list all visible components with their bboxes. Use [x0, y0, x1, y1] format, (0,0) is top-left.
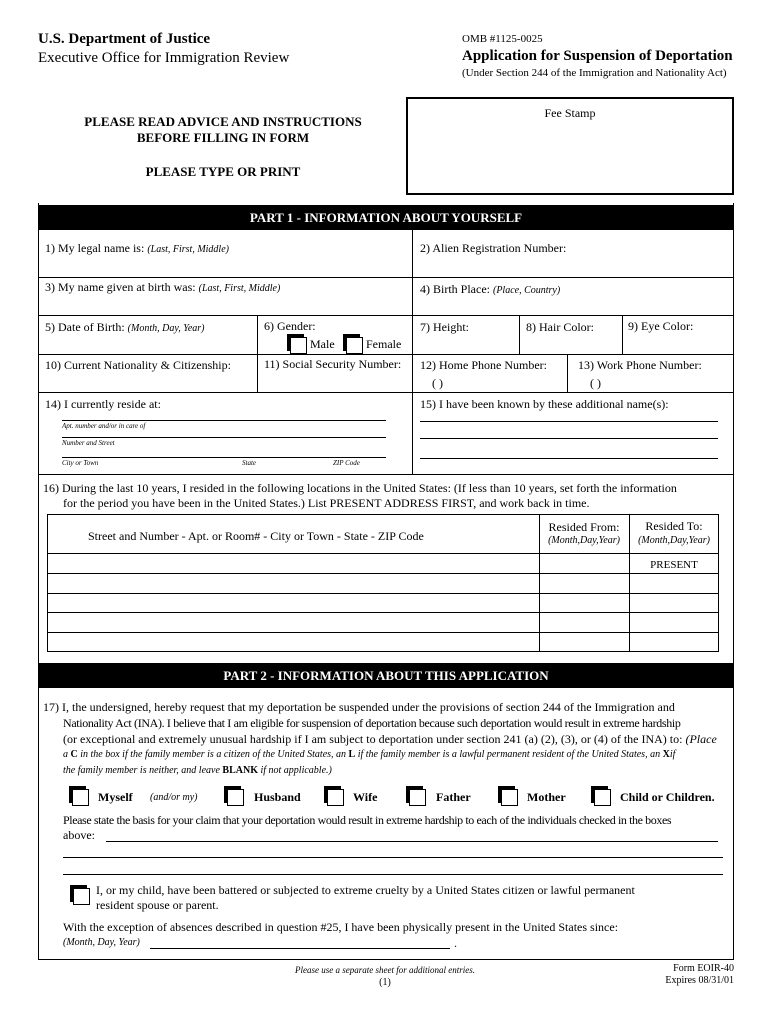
q17-line-4	[63, 749, 675, 760]
height-field[interactable]: 7) Height:	[420, 320, 469, 334]
other-name-line[interactable]	[420, 458, 718, 459]
department-name: U.S. Department of Justice	[38, 31, 211, 47]
basis-answer-line[interactable]	[63, 874, 723, 875]
nationality-field[interactable]: 10) Current Nationality & Citizenship:	[45, 358, 231, 372]
battered-checkbox[interactable]	[73, 888, 90, 905]
row-line	[38, 277, 734, 278]
q16-line-1: 16) During the last 10 years, I resided in the following locations in the United States: (If less than 10 years, set forth the information	[43, 481, 677, 495]
table-address-header: Street and Number - Apt. or Room# - City or Town - State - ZIP Code	[88, 529, 424, 543]
city-caption: City or Town	[62, 459, 99, 467]
street-line[interactable]	[62, 437, 386, 438]
father-checkbox[interactable]	[409, 789, 426, 806]
resided-to-hint: (Month,Day,Year)	[638, 535, 710, 546]
mother-label: Mother	[527, 790, 566, 804]
form-expiration: Expires 08/31/01	[665, 975, 734, 986]
present-cell: PRESENT	[650, 559, 698, 571]
presence-period: .	[454, 936, 457, 950]
ssn-field[interactable]: 11) Social Security Number:	[264, 357, 402, 371]
q4-hint: (Place, Country)	[492, 285, 561, 296]
presence-statement: With the exception of absences described in question #25, I have been physically present in the United States since:	[63, 920, 619, 934]
q5-label: 5) Date of Birth:	[45, 320, 125, 334]
child-checkbox[interactable]	[594, 789, 611, 806]
city-line[interactable]	[62, 457, 386, 458]
row-line	[38, 315, 734, 316]
q5-hint: (Month, Day, Year)	[127, 323, 205, 334]
form-subtitle: (Under Section 244 of the Immigration and Nationality Act)	[462, 67, 727, 79]
presence-date-hint: (Month, Day, Year)	[63, 937, 140, 948]
form-title: Application for Suspension of Deportation	[462, 48, 733, 64]
form-number: Form EOIR-40	[673, 963, 734, 974]
home-phone-area: ( )	[432, 376, 443, 390]
instructions-line-2: BEFORE FILLING IN FORM	[136, 130, 310, 145]
column-divider	[622, 316, 623, 354]
row-line	[38, 474, 734, 475]
column-divider	[412, 230, 413, 474]
birth-date-field[interactable]	[45, 320, 205, 335]
mother-checkbox[interactable]	[501, 789, 518, 806]
state-caption: State	[242, 459, 256, 467]
part1-header: PART 1 - INFORMATION ABOUT YOURSELF	[38, 205, 734, 230]
table-row-line	[47, 612, 719, 613]
birth-place-field[interactable]	[420, 282, 560, 297]
apt-caption: Apt. number and/or in care of	[62, 422, 146, 430]
apt-line[interactable]	[62, 420, 386, 421]
q17-line-5-b: if not applicable.)	[260, 765, 332, 776]
alien-registration-field[interactable]: 2) Alien Registration Number:	[420, 241, 567, 255]
other-name-line[interactable]	[420, 421, 718, 422]
father-label: Father	[436, 790, 471, 804]
battered-line-2: resident spouse or parent.	[96, 898, 219, 912]
resided-from-header: Resided From:	[548, 520, 620, 534]
office-name: Executive Office for Immigration Review	[38, 50, 290, 66]
q4-label: 4) Birth Place:	[420, 282, 490, 296]
column-divider	[257, 316, 258, 393]
q17-line-4-c: if the family member is a lawful permanent resident of the United States, an	[357, 749, 661, 760]
frame-left	[38, 203, 39, 960]
resided-from-hint: (Month,Day,Year)	[548, 535, 620, 546]
andor-label: (and/or my)	[150, 792, 198, 803]
zip-caption: ZIP Code	[333, 459, 360, 467]
residence-label: 14) I currently reside at:	[45, 397, 161, 411]
row-line	[38, 354, 734, 355]
work-phone-field[interactable]: 13) Work Phone Number:	[578, 358, 702, 372]
q17-line-3-text: (or exceptional and extremely unusual hardship if I am subject to deportation under section 241 (a) (2), (3), or (4) of the INA) to:	[63, 732, 683, 746]
q17-line-3	[63, 732, 717, 747]
page-number: (1)	[379, 977, 391, 988]
q17-if: if	[669, 749, 676, 760]
table-row-line	[47, 553, 719, 554]
basis-answer-line[interactable]	[63, 857, 723, 858]
husband-checkbox[interactable]	[227, 789, 244, 806]
q17-place: (Place	[685, 732, 717, 746]
q3-hint: (Last, First, Middle)	[198, 283, 281, 294]
other-name-line[interactable]	[420, 438, 718, 439]
birth-name-field[interactable]	[45, 280, 280, 295]
q17-blank: BLANK	[222, 765, 258, 776]
type-or-print: PLEASE TYPE OR PRINT	[145, 164, 301, 179]
home-phone-field[interactable]: 12) Home Phone Number:	[420, 358, 547, 372]
column-divider	[519, 316, 520, 354]
wife-checkbox[interactable]	[327, 789, 344, 806]
row-line	[38, 392, 734, 393]
other-names-label: 15) I have been known by these additional name(s):	[420, 397, 669, 411]
work-phone-area: ( )	[590, 376, 601, 390]
table-row-line	[47, 573, 719, 574]
legal-name-field[interactable]	[45, 241, 229, 256]
column-divider	[567, 355, 568, 393]
q17-x: X	[662, 749, 670, 760]
footer-note: Please use a separate sheet for additional entries.	[295, 965, 475, 975]
q17-c: C	[70, 749, 78, 760]
frame-right	[733, 203, 734, 960]
male-label: Male	[310, 337, 335, 351]
q17-line-5-a: the family member is neither, and leave	[63, 765, 220, 776]
basis-line-2: above:	[63, 828, 95, 842]
instructions-line-1: PLEASE READ ADVICE AND INSTRUCTIONS	[84, 114, 362, 129]
table-row-line	[47, 632, 719, 633]
omb-number: OMB #1125-0025	[462, 33, 543, 45]
q17-line-2: Nationality Act (INA). I believe that I am eligible for suspension of deportation because such deportation would result in extreme hardship	[63, 716, 681, 730]
male-checkbox[interactable]	[290, 337, 307, 354]
q17-a: a	[63, 749, 68, 760]
table-row-line	[47, 593, 719, 594]
resided-to-header: Resided To:	[645, 519, 703, 533]
part2-header: PART 2 - INFORMATION ABOUT THIS APPLICATION	[38, 663, 734, 688]
presence-date-line[interactable]	[150, 948, 450, 949]
child-label: Child or Children.	[620, 790, 715, 804]
myself-label: Myself	[98, 790, 133, 804]
q1-hint: (Last, First, Middle)	[147, 244, 229, 255]
eye-color-field[interactable]: 9) Eye Color:	[628, 319, 694, 333]
q3-label: 3) My name given at birth was:	[45, 280, 196, 294]
husband-label: Husband	[254, 790, 301, 804]
basis-answer-line[interactable]	[106, 841, 718, 842]
street-caption: Number and Street	[62, 439, 115, 447]
q17-line-1: 17) I, the undersigned, hereby request that my deportation be suspended under the provisions of section 244 of the Immigration and	[43, 700, 675, 714]
q17-line-4-b: in the box if the family member is a citizen of the United States, an	[80, 749, 347, 760]
wife-label: Wife	[353, 790, 378, 804]
basis-line-1: Please state the basis for your claim that your deportation would result in extreme hardship to each of the individuals checked in the boxes	[63, 813, 672, 827]
myself-checkbox[interactable]	[72, 789, 89, 806]
q16-line-2: for the period you have been in the United States.) List PRESENT ADDRESS FIRST, and work back in time.	[63, 496, 590, 510]
q1-label: 1) My legal name is:	[45, 241, 145, 255]
female-label: Female	[366, 337, 402, 351]
female-checkbox[interactable]	[346, 337, 363, 354]
q17-line-5	[63, 765, 332, 776]
battered-line-1: I, or my child, have been battered or subjected to extreme cruelty by a United States citizen or lawful permanent	[96, 883, 635, 897]
hair-color-field[interactable]: 8) Hair Color:	[526, 320, 594, 334]
gender-label: 6) Gender:	[264, 319, 316, 333]
fee-stamp-label: Fee Stamp	[544, 106, 596, 120]
q17-l: L	[348, 749, 356, 760]
frame-bottom	[38, 959, 734, 960]
